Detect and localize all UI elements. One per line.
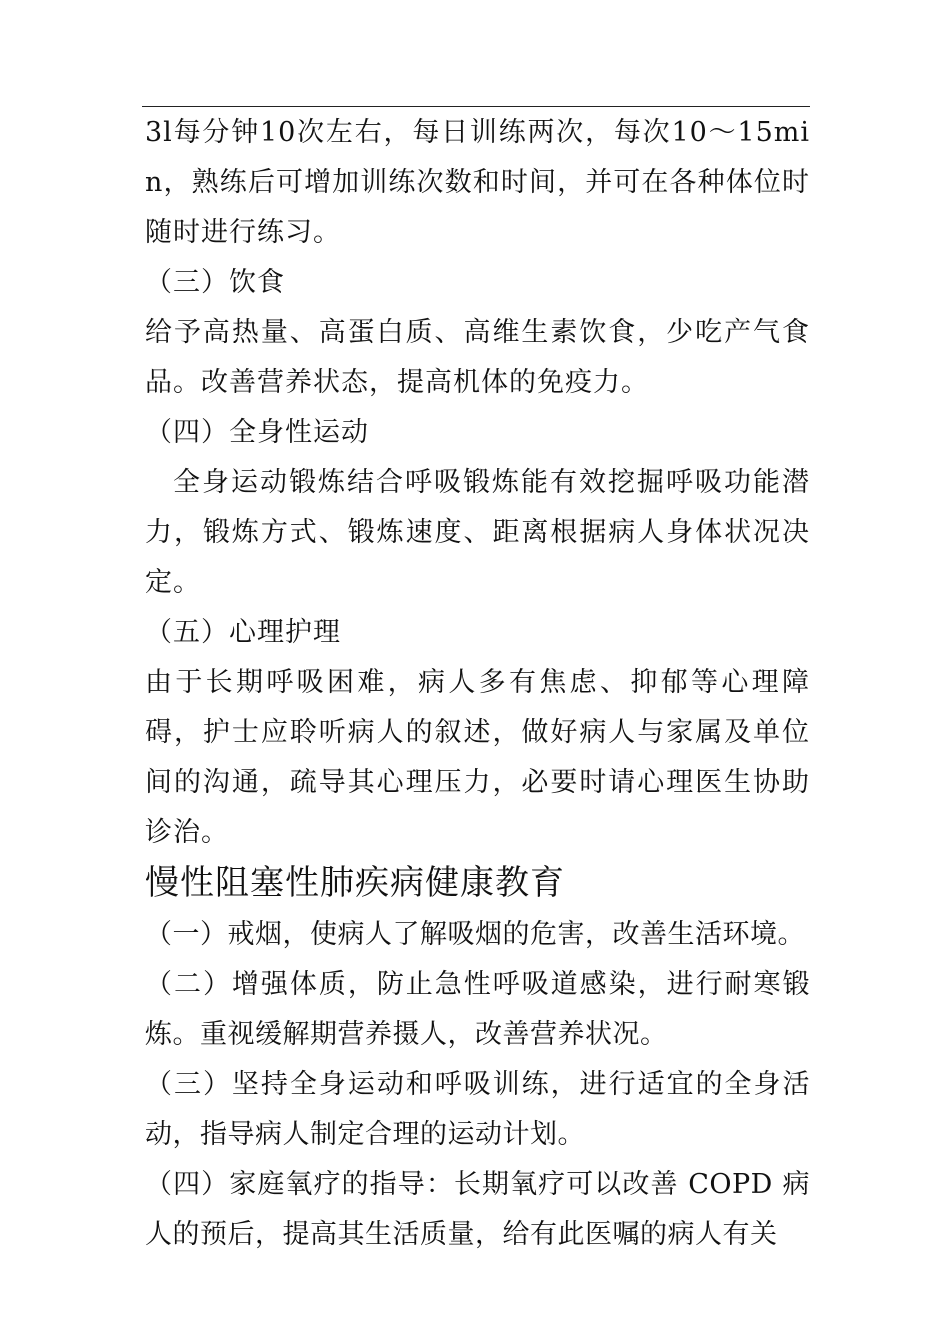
education-item-1: （一）戒烟，使病人了解吸烟的危害，改善生活环境。 [145,919,805,950]
section-title: 慢性阻塞性肺疾病健康教育 [145,863,565,903]
breathing-training-paragraph: 3l每分钟10次左右，每日训练两次，每次10～15min，熟练后可增加训练次数和时间，并可在各种体位时随时进行练习。 [145,117,810,248]
education-item-4: （四）家庭氧疗的指导：长期氧疗可以改善 COPD 病人的预后，提高其生活质量，给有此医嘱的病人有关 [145,1169,810,1250]
education-item-3: （三）坚持全身运动和呼吸训练，进行适宜的全身活动，指导病人制定合理的运动计划。 [145,1069,810,1150]
diet-heading: （三）饮食 [145,267,285,298]
exercise-heading: （四）全身性运动 [145,417,369,448]
header-rule [142,106,810,107]
education-item-2: （二）增强体质，防止急性呼吸道感染，进行耐寒锻炼。重视缓解期营养摄人，改善营养状况。 [145,969,810,1050]
exercise-paragraph: 全身运动锻炼结合呼吸锻炼能有效挖掘呼吸功能潜力，锻炼方式、锻炼速度、距离根据病人身体状况决定。 [145,467,810,598]
psychological-care-heading: （五）心理护理 [145,617,341,648]
psychological-care-paragraph: 由于长期呼吸困难，病人多有焦虑、抑郁等心理障碍，护士应聆听病人的叙述，做好病人与家属及单位间的沟通，疏导其心理压力，必要时请心理医生协助诊治。 [145,667,810,848]
document-body [145,108,810,1260]
diet-paragraph: 给予高热量、高蛋白质、高维生素饮食，少吃产气食品。改善营养状态，提高机体的免疫力。 [145,317,810,398]
